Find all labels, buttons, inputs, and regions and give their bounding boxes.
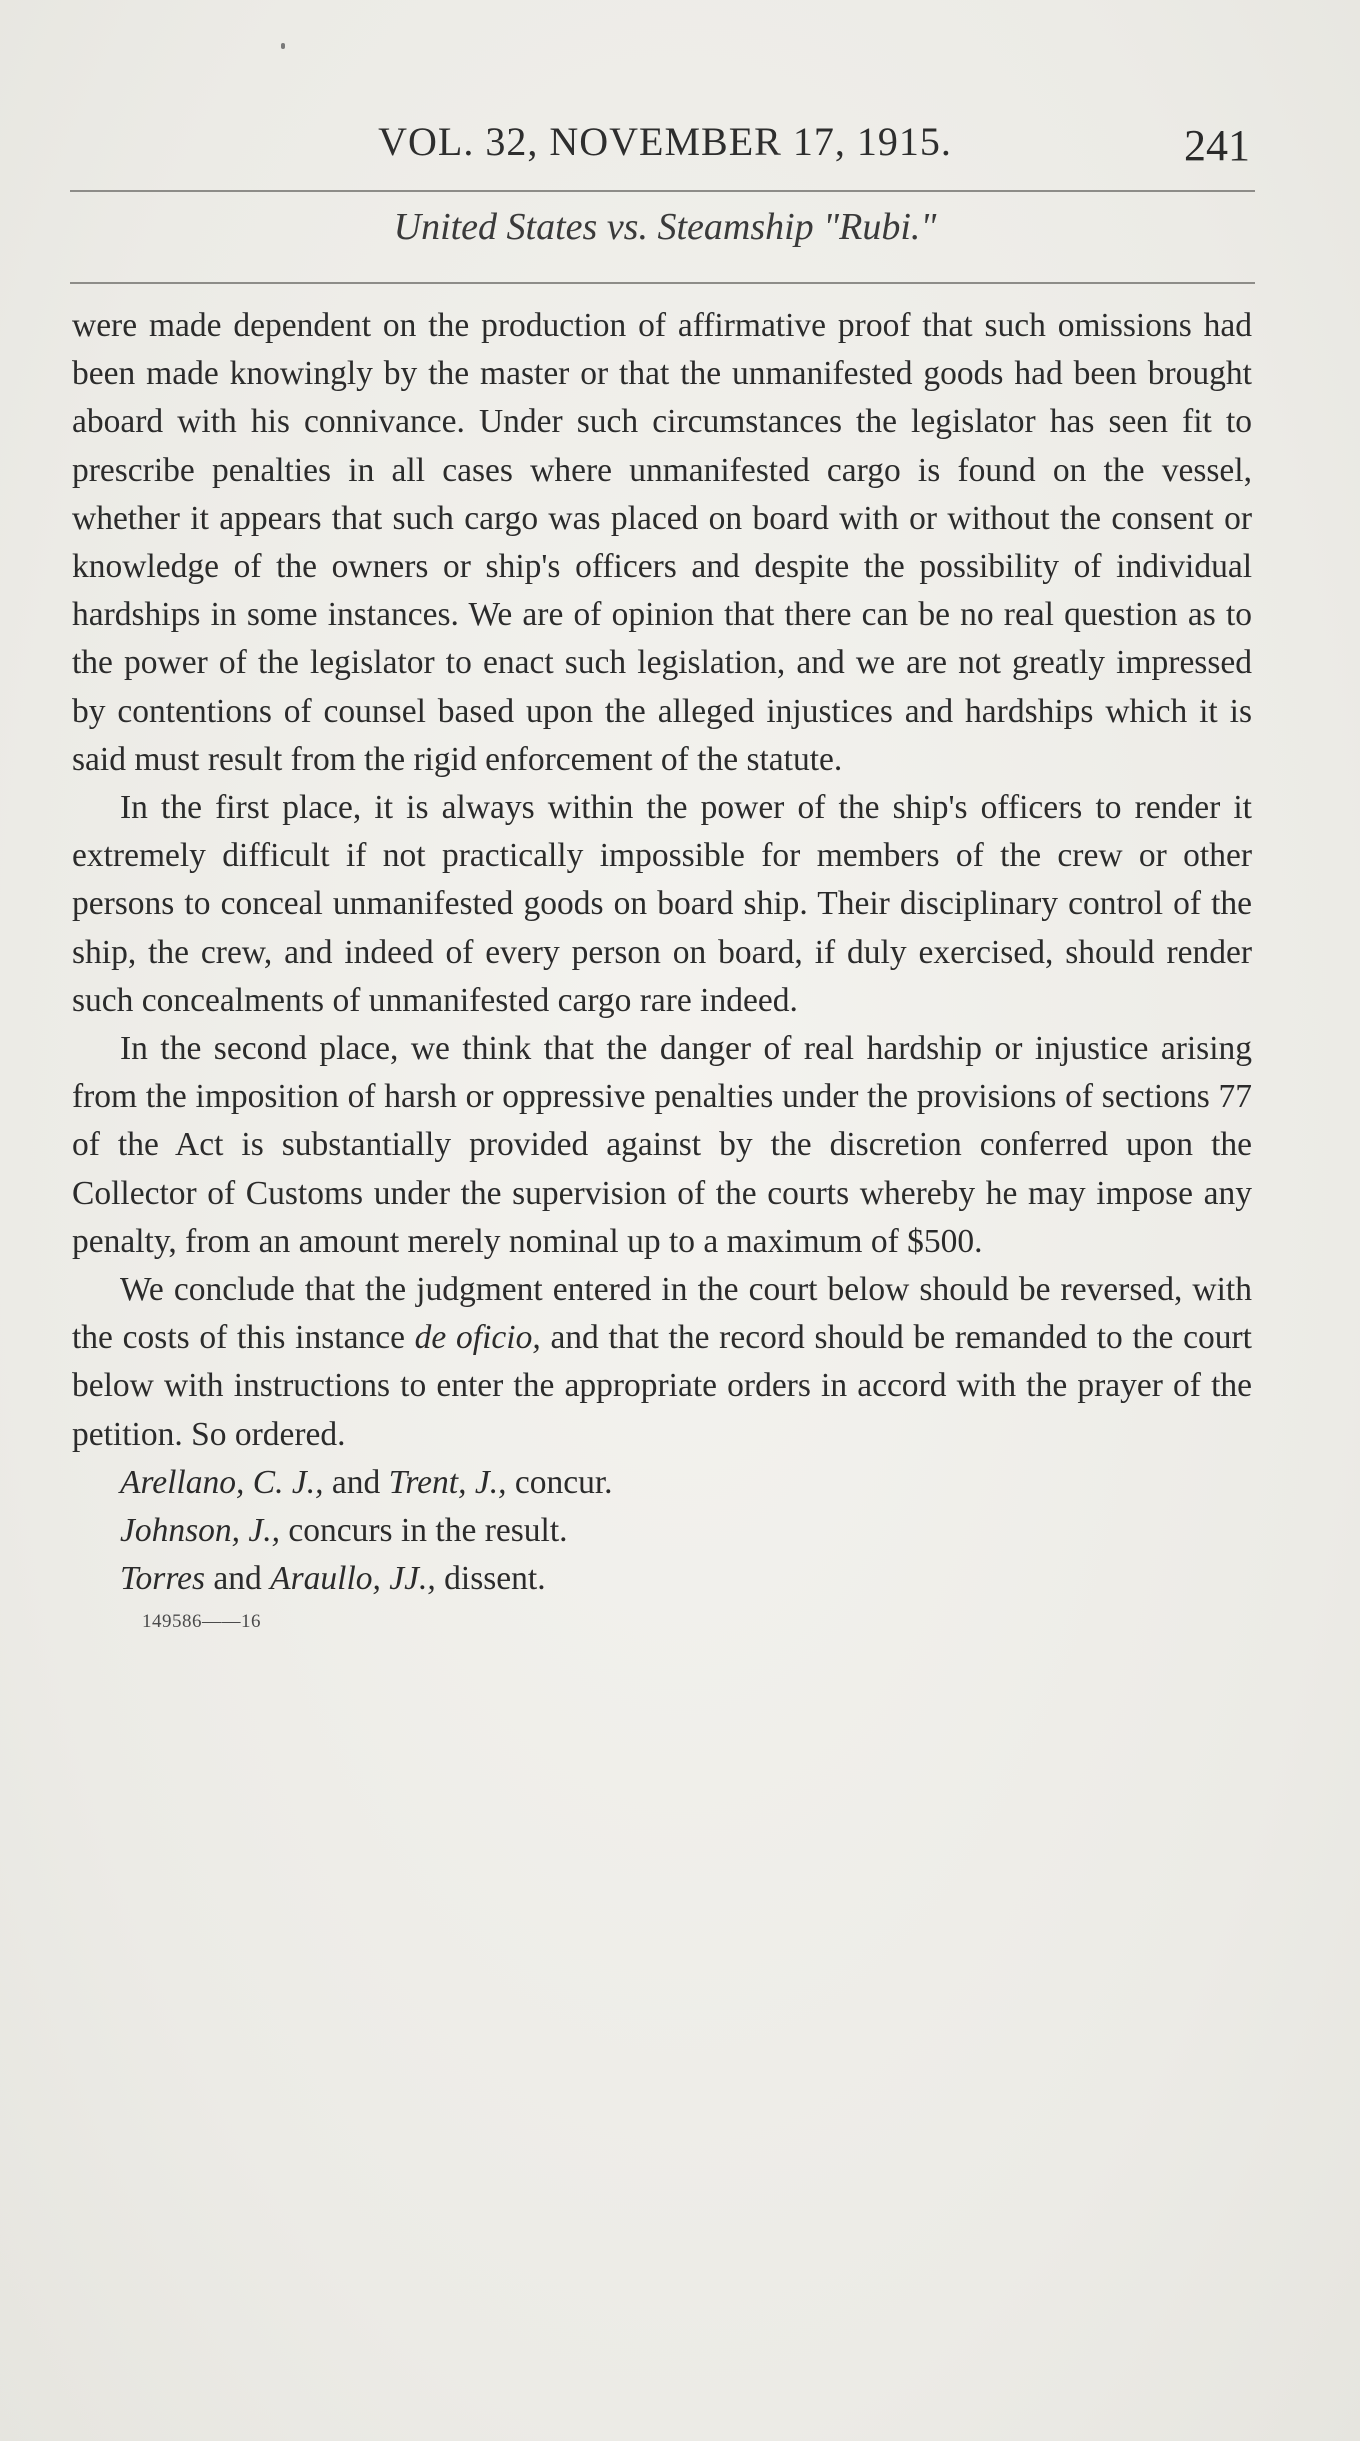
- concurrence-verb: concur.: [506, 1463, 613, 1501]
- conjunction: and: [205, 1560, 271, 1598]
- justice-name: Trent, J.,: [388, 1463, 507, 1501]
- running-head: [70, 118, 1260, 188]
- justice-name: Araullo, JJ.,: [270, 1560, 436, 1598]
- ink-speck: [281, 43, 285, 49]
- conclusion-text-end: and that the record should be remanded to the court below with instructions to enter the appropriate orders in accord with the prayer of the petition. So ordered.: [72, 1319, 1252, 1453]
- paragraph-second-place: In the second place, we think that the danger of real hardship or injustice arising from the imposition of harsh or oppressive penalties under the provisions of sections 77 of the Act is substantially provided against by the discretion conferred upon the Collector of Customs under the supervision of the courts whereby he may impose any penalty, from an amount merely nominal up to a maximum of $500.: [72, 1030, 1252, 1260]
- page-number: 241: [1184, 121, 1250, 170]
- dissent-line: [72, 1555, 1252, 1603]
- volume-line: VOL. 32, NOVEMBER 17, 1915.: [378, 119, 952, 164]
- concurrence-line: [72, 1459, 1252, 1507]
- dissent-verb: dissent.: [435, 1560, 546, 1598]
- paragraph-first-place: In the first place, it is always within the power of the ship's officers to render it extremely difficult if not practically impossible for members of the crew or other persons to conceal unmanifested goods on board ship. Their disciplinary control of the ship, the crew, and indeed of every person on board, if duly exercised, should render such concealments of unmanifested cargo rare indeed.: [72, 789, 1252, 1019]
- conclusion-text-start: We conclude that the judgment entered in the court below should be reversed, with the costs of this instance: [72, 1271, 1252, 1357]
- concurrence-verb: concurs in the result.: [280, 1512, 568, 1550]
- paragraph-continued: were made dependent on the production of affirmative proof that such omissions had been made knowingly by the master or that the unmanifested goods had been brought aboard with his connivance. Under such circumstances the legislator has seen fit to prescribe penalties in all cases where unmanifested cargo is found on the vessel, whether it appears that such cargo was placed on board with or without the consent or knowledge of the owners or ship's officers and despite the possibility of individual hardships in some instances. We are of opinion that there can be no real question as to the power of the legislator to enact such legislation, and we are not greatly impressed by contentions of counsel based upon the alleged injustices and hardships which it is said must result from the rigid enforcement of the statute.: [72, 307, 1252, 778]
- latin-phrase: de oficio,: [414, 1319, 541, 1357]
- case-caption: United States vs. Steamship "Rubi.": [393, 206, 937, 248]
- justice-name: Torres: [120, 1560, 206, 1598]
- opinion-body: [72, 302, 1252, 1633]
- header-rule-top: [70, 190, 1255, 192]
- justice-name: Johnson, J.,: [120, 1512, 281, 1550]
- conjunction: and: [323, 1463, 389, 1501]
- header-rule-bottom: [70, 282, 1255, 284]
- justice-name: Arellano, C. J.,: [120, 1463, 324, 1501]
- paragraph-conclusion: [72, 1266, 1252, 1459]
- concurrence-result-line: [72, 1507, 1252, 1555]
- printer-signature-mark: 149586——16: [142, 1611, 261, 1633]
